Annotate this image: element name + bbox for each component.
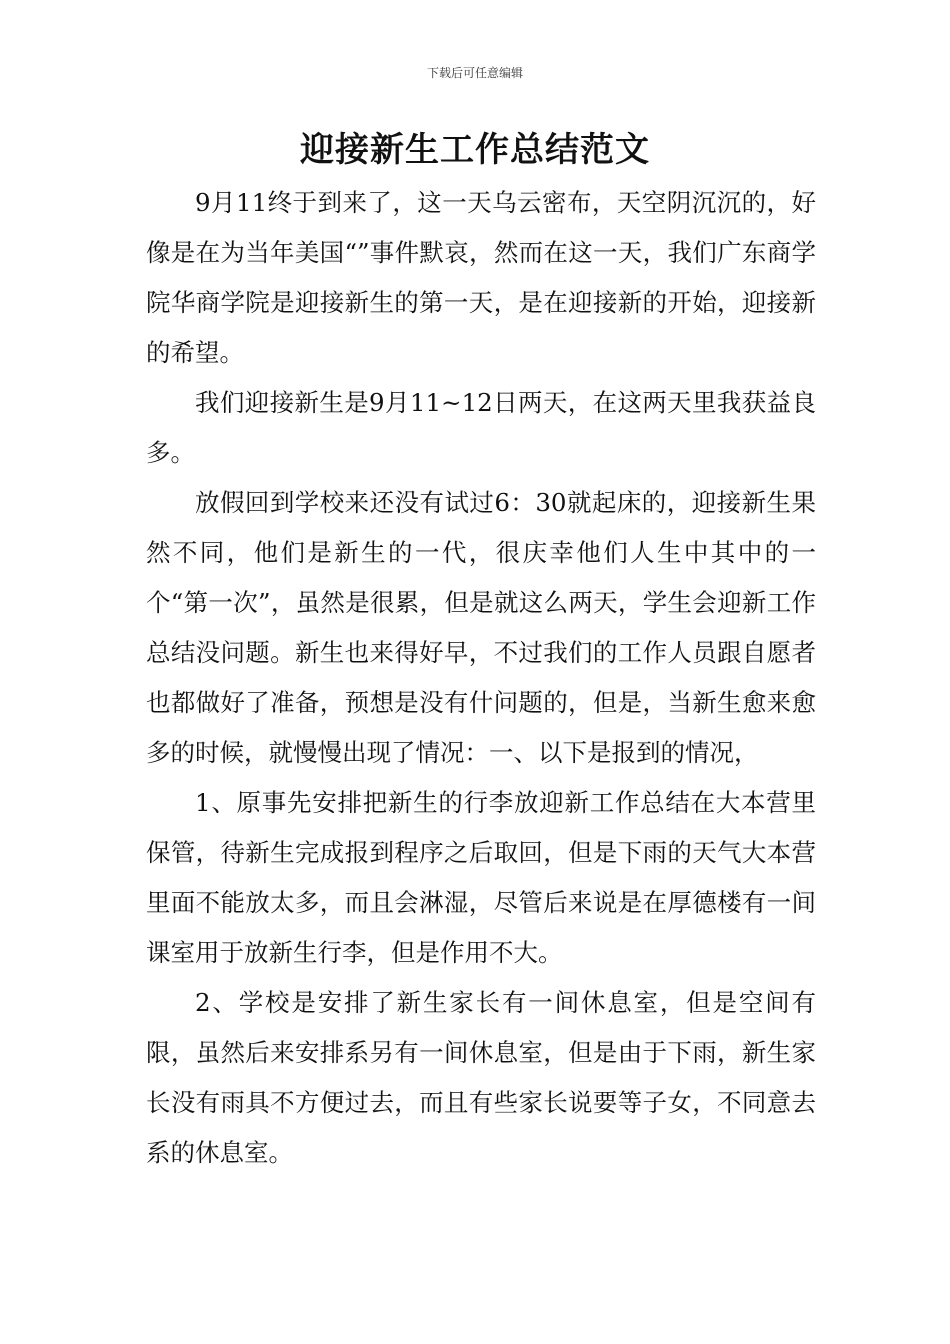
page-header-note: 下载后可任意编辑: [426, 66, 523, 80]
document-title: 迎接新生工作总结范文: [300, 130, 650, 170]
document-body: [146, 178, 816, 1178]
paragraph-2: 我们迎接新生是9月11~12日两天，在这两天里我获益良多。: [146, 388, 816, 467]
paragraph-5: 2、学校是安排了新生家长有一间休息室，但是空间有限，虽然后来安排系另有一间休息室，但是由于下雨，新生家长没有雨具不方便过去，而且有些家长说要等子女，不同意去系的休息室。: [146, 988, 816, 1167]
paragraph-4: 1、原事先安排把新生的行李放迎新工作总结在大本营里保管，待新生完成报到程序之后取回，但是下雨的天气大本营里面不能放太多，而且会淋湿，尽管后来说是在厚德楼有一间课室用于放新生行李，但是作用不大。: [146, 788, 816, 967]
paragraph-1: 9月11终于到来了，这一天乌云密布，天空阴沉沉的，好像是在为当年美国“”事件默哀，然而在这一天，我们广东商学院华商学院是迎接新生的第一天，是在迎接新的开始，迎接新的希望。: [146, 188, 816, 367]
paragraph-3: 放假回到学校来还没有试过6：30就起床的，迎接新生果然不同，他们是新生的一代，很庆幸他们人生中其中的一个“第一次”，虽然是很累，但是就这么两天，学生会迎新工作总结没问题。新生也来得好早，不过我们的工作人员跟自愿者也都做好了准备，预想是没有什问题的，但是，当新生愈来愈多的时候，就慢慢出现了情况：一、以下是报到的情况，: [146, 488, 816, 767]
